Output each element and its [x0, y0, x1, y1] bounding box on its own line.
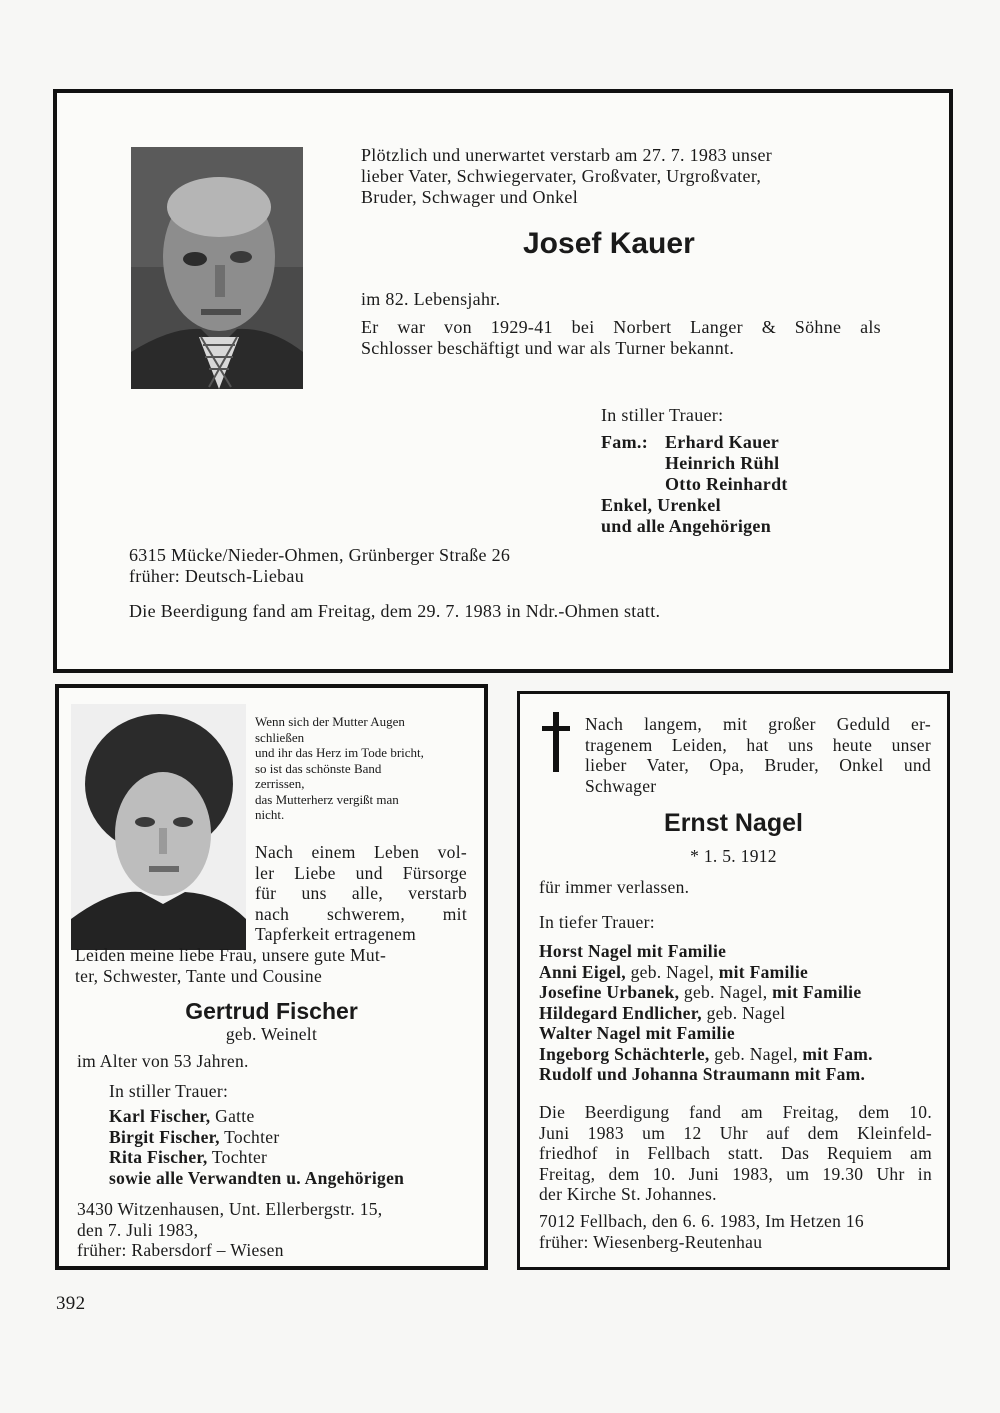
mourner-line: [539, 1023, 873, 1044]
address-line: 3430 Witzenhausen, Unt. Ellerbergstr. 15,: [77, 1199, 383, 1219]
mourner-bold: Josefine Urbanek,: [539, 982, 680, 1002]
narrow-line: ler Liebe und Fürsorge: [255, 862, 467, 883]
mourner-bold: Walter Nagel mit Familie: [539, 1023, 735, 1043]
mourning-label: In tiefer Trauer:: [539, 912, 655, 932]
mourner-normal: geb. Nagel: [701, 1002, 786, 1023]
mourner-bold: Anni Eigel,: [539, 961, 626, 982]
funeral-line: Freitag, dem 10. Juni 1983, um 19.30 Uhr in: [539, 1163, 932, 1184]
mourner-line: [539, 1064, 873, 1085]
address-block: [77, 1199, 382, 1261]
mourner-role: Tochter: [211, 1147, 268, 1167]
intro-line: lieber Vater, Opa, Bruder, Onkel und: [585, 755, 931, 775]
funeral-text: Die Beerdigung fand am Freitag, dem 29. 7. 1983 in Ndr.-Ohmen statt.: [129, 601, 661, 621]
funeral-line: friedhof in Fellbach statt. Das Requiem am: [539, 1143, 932, 1163]
deceased-name: Ernst Nagel: [664, 809, 803, 837]
mourner-line: [109, 1106, 404, 1127]
mourner-role: Tochter: [224, 1126, 280, 1147]
wide-line: ter, Schwester, Tante und Cousine: [75, 965, 323, 986]
family-member: Erhard Kauer: [665, 432, 780, 452]
page-number: 392: [56, 1293, 86, 1314]
intro-line: tragenem Leiden, hat uns heute unser: [585, 734, 931, 755]
bio-line: Schlosser beschäftigt und war als Turner bekannt.: [361, 338, 735, 358]
obituary-josef-kauer: [53, 89, 953, 673]
mourner-line: [109, 1127, 404, 1148]
extra-mourners: und alle Angehörigen: [601, 516, 772, 536]
wide-text: [75, 945, 469, 986]
poem-block: [255, 714, 424, 823]
mourner-bold-suffix: mit Fam.: [802, 1043, 873, 1064]
mourner-line: [539, 1044, 873, 1065]
wide-line: Leiden meine liebe Frau, unsere gute Mut-: [75, 945, 387, 965]
address-line: 7012 Fellbach, den 6. 6. 1983, Im Hetzen 16: [539, 1211, 864, 1231]
narrow-line: nach schwerem, mit: [255, 903, 467, 924]
intro-text: [585, 714, 931, 796]
narrow-text: [255, 842, 467, 945]
address-line: früher: Rabersdorf – Wiesen: [77, 1240, 284, 1260]
family-member: Heinrich Rühl: [665, 453, 780, 473]
mourner-name: Rita Fischer,: [109, 1147, 208, 1167]
mourner-line: [539, 1003, 873, 1024]
narrow-line: für uns alle, verstarb: [255, 883, 467, 903]
mourning-label: In stiller Trauer:: [109, 1081, 229, 1101]
mourner-normal: geb. Nagel,: [625, 961, 719, 982]
birth-date: * 1. 5. 1912: [690, 846, 777, 866]
poem-line: Wenn sich der Mutter Augen: [255, 714, 405, 729]
narrow-line: Tapferkeit ertragenem: [255, 924, 417, 944]
cross-icon: [538, 712, 574, 772]
address-line: den 7. Juli 1983,: [77, 1219, 199, 1240]
mourning-label: In stiller Trauer:: [601, 405, 724, 425]
maiden-name: geb. Weinelt: [225, 1024, 318, 1044]
address-block: [539, 1211, 864, 1252]
mourner-line: [539, 982, 873, 1003]
age-text: im 82. Lebensjahr.: [361, 289, 501, 309]
mourners-list: [539, 941, 873, 1085]
intro-line: lieber Vater, Schwiegervater, Großvater, Urgroßvater,: [361, 166, 762, 186]
bio-text: [361, 317, 881, 359]
mourner-bold-suffix: mit Familie: [772, 982, 862, 1002]
address-line: früher: Wiesenberg-Reutenhau: [539, 1231, 763, 1252]
mourner-role: Gatte: [215, 1106, 255, 1126]
poem-line: nicht.: [255, 807, 285, 822]
intro-line: Bruder, Schwager und Onkel: [361, 187, 579, 207]
all-relatives: sowie alle Verwandten u. Angehörigen: [109, 1167, 405, 1188]
obituary-gertrud-fischer: [55, 684, 488, 1270]
mourner-normal: geb. Nagel,: [709, 1043, 803, 1064]
portrait-man-graphic: [131, 147, 303, 389]
funeral-line: der Kirche St. Johannes.: [539, 1184, 717, 1204]
mourner-bold: Horst Nagel mit Familie: [539, 941, 727, 961]
bio-line: Er war von 1929-41 bei Norbert Langer & Söhne als: [361, 317, 881, 337]
intro-text: [361, 145, 772, 208]
address-block: [129, 545, 510, 587]
portrait-photo-man: [131, 147, 303, 389]
narrow-line: Nach einem Leben vol-: [255, 842, 467, 862]
poem-line: und ihr das Herz im Tode bricht,: [255, 745, 424, 760]
address-line: 6315 Mücke/Nieder-Ohmen, Grünberger Straße 26: [129, 545, 511, 565]
mourner-line: [539, 962, 873, 983]
fam-label: Fam.:: [601, 432, 648, 452]
mourner-bold: Rudolf und Johanna Straumann mit Fam.: [539, 1064, 866, 1084]
mourner-bold: Ingeborg Schächterle,: [539, 1043, 710, 1064]
mourner-bold: Hildegard Endlicher,: [539, 1002, 702, 1023]
mourner-bold-suffix: mit Familie: [718, 961, 809, 982]
mourner-name: Birgit Fischer,: [109, 1126, 220, 1147]
intro-line: Plötzlich und unerwartet verstarb am 27. 7. 1983 unser: [361, 145, 773, 165]
mourner-line: [109, 1147, 404, 1168]
mourners-list: [109, 1106, 404, 1188]
funeral-line: Juni 1983 um 12 Uhr auf dem Kleinfeld-: [539, 1122, 932, 1143]
mourner-normal: geb. Nagel,: [679, 982, 773, 1002]
age-text: im Alter von 53 Jahren.: [77, 1051, 249, 1071]
portrait-woman-graphic: [71, 704, 246, 950]
deceased-name: Josef Kauer: [523, 227, 695, 260]
deceased-name: Gertrud Fischer: [185, 998, 358, 1024]
funeral-line: Die Beerdigung fand am Freitag, dem 10.: [539, 1102, 932, 1122]
extra-mourners: Enkel, Urenkel: [601, 495, 721, 515]
obituary-ernst-nagel: [517, 691, 950, 1270]
intro-line: Schwager: [585, 775, 657, 796]
portrait-photo-woman: [71, 704, 246, 950]
mourner-name: Karl Fischer,: [109, 1106, 211, 1126]
family-member: Otto Reinhardt: [665, 474, 788, 494]
mourner-line: [539, 941, 873, 962]
poem-line: zerrissen,: [255, 776, 305, 791]
poem-line: das Mutterherz vergißt man: [255, 791, 399, 807]
poem-line: schließen: [255, 729, 305, 745]
poem-line: so ist das schönste Band: [255, 760, 382, 776]
cross-icon-graphic: [538, 712, 574, 772]
funeral-text: [539, 1102, 932, 1205]
left-text: für immer verlassen.: [539, 877, 690, 897]
address-line: früher: Deutsch-Liebau: [129, 566, 305, 586]
intro-line: Nach langem, mit großer Geduld er-: [585, 714, 931, 734]
